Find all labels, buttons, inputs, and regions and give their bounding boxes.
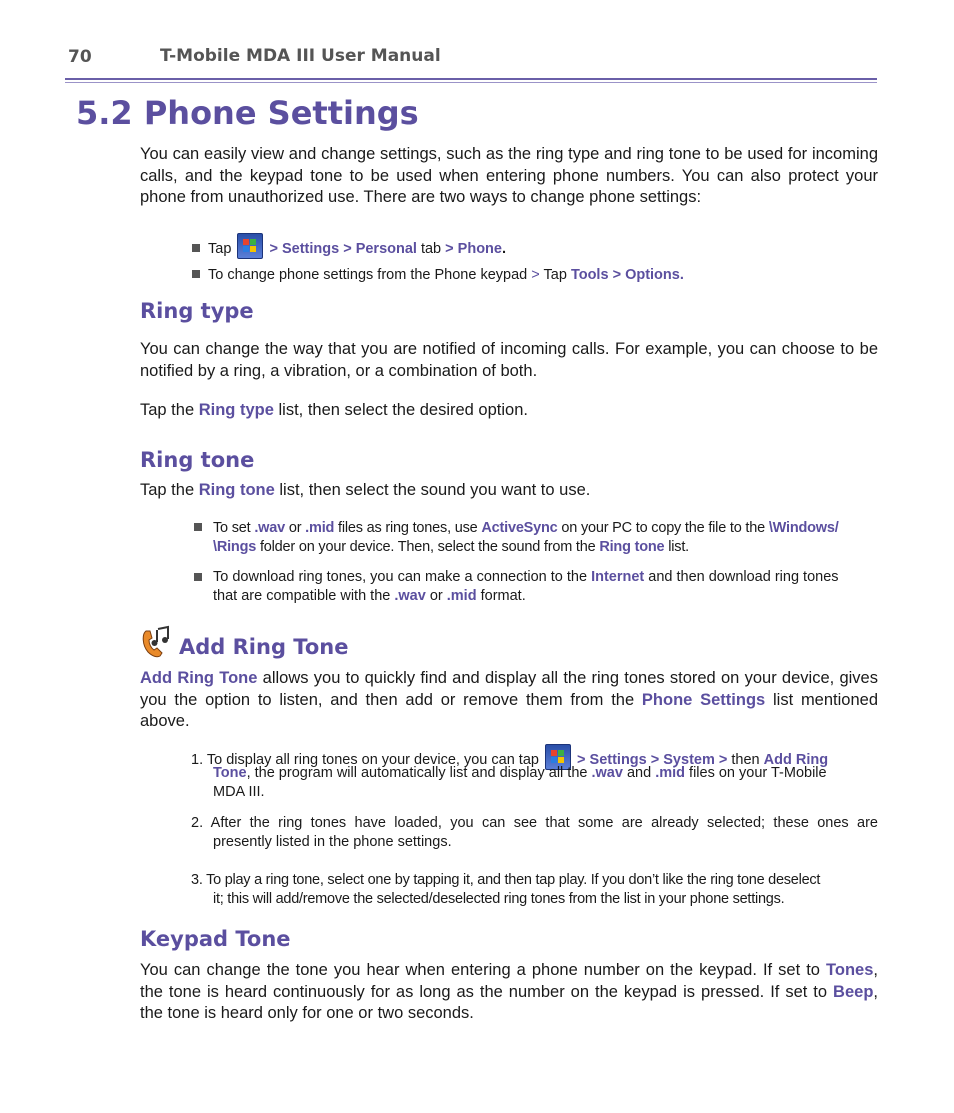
add-ring-tone-paragraph: Add Ring Tone allows you to quickly find and display all the ring tones stored on your device, gives you the option to listen, and then add or remove them from the Phone Settings list mentioned above. xyxy=(140,669,878,730)
ring-tone-heading: Ring tone xyxy=(140,448,255,472)
keypad-tone-paragraph: You can change the tone you hear when entering a phone number on the keypad. If set to Tones, the tone is heard continuously for as long as the number on the keypad is pressed. If set to Beep, the tone is heard only for one or two seconds. xyxy=(140,961,878,1022)
page-title: 5.2 Phone Settings xyxy=(76,94,419,132)
tools-link: Tools xyxy=(570,267,609,283)
step-2: 2. After the ring tones have loaded, you can see that some are already selected; these ones are presently listed in the phone settings. xyxy=(191,815,878,850)
bullet xyxy=(194,573,202,581)
add-ring-tone-heading: Add Ring Tone xyxy=(179,635,349,659)
manual-title: T-Mobile MDA III User Manual xyxy=(160,46,441,66)
ring-type-heading: Ring type xyxy=(140,299,254,323)
ring-type-instruction: Tap the Ring type list, then select the desired option. xyxy=(140,401,528,419)
ring-tone-bullet-2: To download ring tones, you can make a connection to the Internet and then download ring tones that are compatible with the .wav or .mid format. xyxy=(213,569,839,604)
way-2: To change phone settings from the Phone keypad > Tap Tools > Options. xyxy=(192,266,832,285)
step-1-cont: Tone, the program will automatically list and display all the .wav and .mid files on your T-Mobile MDA III. xyxy=(213,765,827,800)
bullet xyxy=(194,523,202,531)
step-1: 1. To display all ring tones on your device, you can tap > Settings > System > then Add Ring xyxy=(191,744,878,770)
options-link: Options. xyxy=(625,267,684,283)
personal-link: Personal xyxy=(355,241,417,257)
way-1: Tap > Settings > Personal tab > Phone. xyxy=(192,233,792,259)
settings-link: Settings xyxy=(281,241,340,257)
start-menu-icon[interactable] xyxy=(237,233,263,259)
phone-link: Phone xyxy=(457,241,502,257)
ring-tone-instruction: Tap the Ring tone list, then select the sound you want to use. xyxy=(140,481,591,499)
ring-type-paragraph: You can change the way that you are notified of incoming calls. For example, you can choose to be notified by a ring, a vibration, or a combination of both. xyxy=(140,340,878,380)
intro-paragraph: You can easily view and change settings, such as the ring type and ring tone to be used for incoming calls, and the keypad tone to be used when entering phone numbers. You can also protect your phone from unauthorized use. There are two ways to change phone settings: xyxy=(140,145,878,206)
header-rule xyxy=(65,78,877,80)
bullet xyxy=(192,244,200,252)
ring-tone-bullet-1: To set .wav or .mid files as ring tones, use ActiveSync on your PC to copy the file to the \Windows/ \Rings folder on your device. Then, select the sound from the Ring tone list. xyxy=(213,520,839,555)
step-3: 3. To play a ring tone, select one by tapping it, and then tap play. If you don’t like the ring tone deselect it; this will add/remove the selected/deselected ring tones from the list in your phone settings. xyxy=(191,872,821,907)
header-rule-thin xyxy=(65,82,877,83)
bullet xyxy=(192,270,200,278)
ring-tone-icon xyxy=(138,625,172,659)
page-number: 70 xyxy=(68,47,92,67)
keypad-tone-heading: Keypad Tone xyxy=(140,927,291,951)
